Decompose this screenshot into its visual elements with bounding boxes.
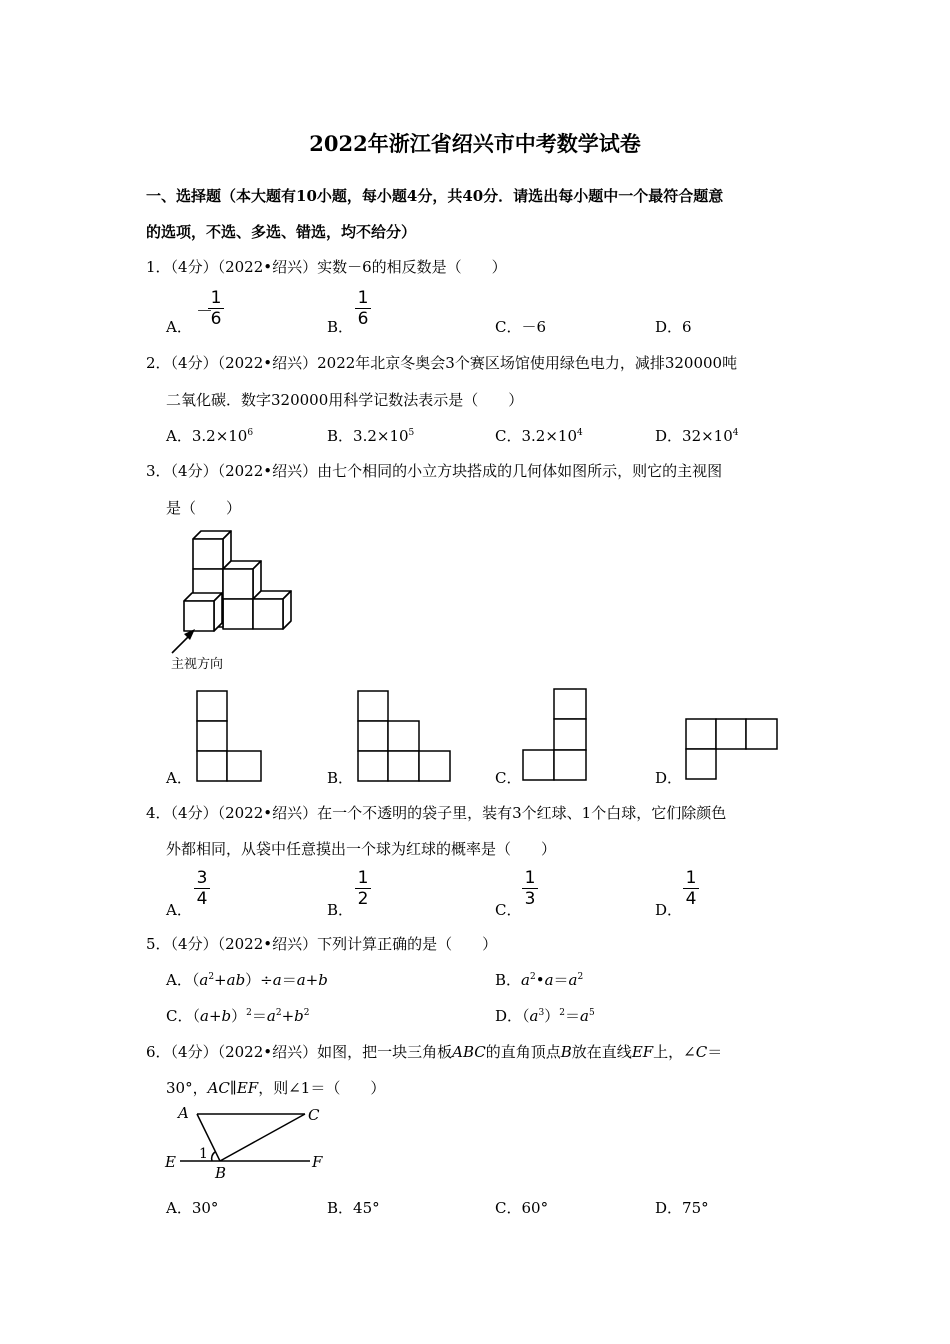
q4-stem-line2: 外都相同，从袋中任意摸出一个球为红球的概率是（ ） xyxy=(166,840,557,858)
q5-d-label: D． xyxy=(495,1007,523,1025)
numerator: 3 xyxy=(196,868,208,888)
denominator: 3 xyxy=(524,889,536,909)
q3-option-d-label: D． xyxy=(655,769,683,787)
q3-option-b-figure xyxy=(357,690,453,782)
q5-c-label: C． xyxy=(166,1007,193,1025)
q6-text: 上，∠ xyxy=(653,1043,696,1061)
q4-option-b-fraction xyxy=(355,869,371,908)
q4-option-a-label: A． xyxy=(166,901,192,919)
label-e: E xyxy=(165,1153,176,1171)
q3-option-a-label: A． xyxy=(166,769,192,787)
q3-stem-line2: 是（ ） xyxy=(166,499,242,517)
q6-option-b: B．45° xyxy=(327,1199,380,1217)
q2-d-exp: 4 xyxy=(732,428,739,438)
q4-option-c-label: C． xyxy=(495,901,522,919)
q4-option-c-fraction xyxy=(522,869,538,908)
numerator: 1 xyxy=(210,288,222,308)
q1-stem: 1．（4分）（2022•绍兴）实数－6的相反数是（ ） xyxy=(146,258,507,276)
q1-option-b-fraction xyxy=(355,289,371,328)
segment-bc xyxy=(220,1114,305,1161)
q6-ef: EF xyxy=(631,1043,654,1061)
q4-stem-line1: 4．（4分）（2022•绍兴）在一个不透明的袋子里，装有3个红球、1个白球，它们除颜色 xyxy=(146,804,727,822)
q2-option-d xyxy=(655,425,739,446)
q1-option-c: C．－6 xyxy=(495,318,547,336)
q2-b-base: B．3.2×10 xyxy=(327,427,409,445)
q2-stem-line2: 二氧化碳．数字320000用科学记数法表示是（ ） xyxy=(166,391,524,409)
q2-b-exp: 5 xyxy=(408,428,415,438)
q3-option-c-figure xyxy=(522,688,590,782)
denominator: 4 xyxy=(685,889,697,909)
label-f: F xyxy=(312,1153,323,1171)
q6-option-c: C．60° xyxy=(495,1199,549,1217)
q2-option-a xyxy=(166,425,253,446)
q2-a-exp: 6 xyxy=(247,428,254,438)
numerator: 1 xyxy=(357,288,369,308)
q2-c-base: C．3.2×10 xyxy=(495,427,577,445)
q6-parallel: ∥ xyxy=(229,1079,237,1097)
numerator: 1 xyxy=(524,868,536,888)
q3-option-a-figure xyxy=(196,690,264,782)
q3-option-d-figure xyxy=(685,718,781,782)
q6-text: ，则∠1＝（ ） xyxy=(258,1079,386,1097)
q3-option-b-label: B． xyxy=(327,769,354,787)
q2-option-b xyxy=(327,425,414,446)
q5-option-c: C．$(a+b)^2=a^2+b^2$ xyxy=(166,1007,310,1025)
q1-option-d: D．6 xyxy=(655,318,692,336)
label-c: C xyxy=(308,1106,320,1124)
q4-option-d-fraction xyxy=(683,869,699,908)
q1-option-a-fraction xyxy=(208,289,224,328)
q6-b: B xyxy=(560,1043,572,1061)
q3-figure-caption: 主视方向 xyxy=(171,657,224,672)
section-heading-line1: 一、选择题（本大题有10小题，每小题4分，共40分．请选出每小题中一个最符合题意 xyxy=(146,187,724,205)
label-b: B xyxy=(215,1164,227,1182)
q5-option-b: B．$a^2•a=a^2$ xyxy=(495,971,584,989)
q6-text: 6．（4分）（2022•绍兴）如图，把一块三角板 xyxy=(146,1043,453,1061)
q4-option-b-label: B． xyxy=(327,901,354,919)
q6-option-a: A．30° xyxy=(166,1199,219,1217)
q2-option-c xyxy=(495,425,583,446)
denominator: 2 xyxy=(357,889,369,909)
q6-triangle-figure xyxy=(160,1100,340,1185)
q6-text: 30°， xyxy=(166,1079,208,1097)
q4-option-a-fraction xyxy=(194,869,210,908)
q5-option-d: D．$(a^3)^2=a^5$ xyxy=(495,1007,595,1025)
q3-option-c-label: C． xyxy=(495,769,522,787)
q3-stem-line1: 3．（4分）（2022•绍兴）由七个相同的小立方块搭成的几何体如图所示，则它的主视图 xyxy=(146,462,723,480)
label-angle-1: 1 xyxy=(199,1146,208,1162)
q6-text: 放在直线 xyxy=(571,1043,632,1061)
q6-text: 的直角顶点 xyxy=(485,1043,561,1061)
q2-stem-line1: 2．（4分）（2022•绍兴）2022年北京冬奥会3个赛区场馆使用绿色电力，减排320000吨 xyxy=(146,354,738,372)
denominator: 6 xyxy=(357,309,369,329)
q1-option-a-label: A． xyxy=(166,318,192,336)
label-a: A xyxy=(178,1104,189,1122)
q6-text: ＝ xyxy=(707,1043,723,1061)
denominator: 6 xyxy=(210,309,222,329)
q5-b-label: B． xyxy=(495,971,522,989)
q2-c-exp: 4 xyxy=(577,428,583,438)
section-heading-line2: 的选项，不选、多选、错选，均不给分） xyxy=(146,223,417,241)
q5-a-label: A． xyxy=(166,971,192,989)
page-title: 2022年浙江省绍兴市中考数学试卷 xyxy=(309,131,641,156)
q6-stem-line2 xyxy=(166,1077,385,1098)
q1-option-b-label: B． xyxy=(327,318,354,336)
q6-c: C xyxy=(695,1043,708,1061)
denominator: 4 xyxy=(196,889,208,909)
q6-option-d: D．75° xyxy=(655,1199,709,1217)
q6-ac: AC xyxy=(207,1079,230,1097)
q5-stem: 5．（4分）（2022•绍兴）下列计算正确的是（ ） xyxy=(146,935,498,953)
q1-option-a-sign: － xyxy=(196,302,213,322)
q5-option-a: A．$(a^2+ab)\div a=a+b$ xyxy=(166,971,328,989)
angle-1-arc xyxy=(212,1152,215,1161)
numerator: 1 xyxy=(357,868,369,888)
q4-option-d-label: D． xyxy=(655,901,683,919)
q6-stem-line1 xyxy=(146,1041,722,1062)
q6-ef: EF xyxy=(236,1079,259,1097)
q2-d-base: D．32×10 xyxy=(655,427,733,445)
q6-abc: ABC xyxy=(452,1043,486,1061)
q2-a-base: A．3.2×10 xyxy=(166,427,248,445)
numerator: 1 xyxy=(685,868,697,888)
